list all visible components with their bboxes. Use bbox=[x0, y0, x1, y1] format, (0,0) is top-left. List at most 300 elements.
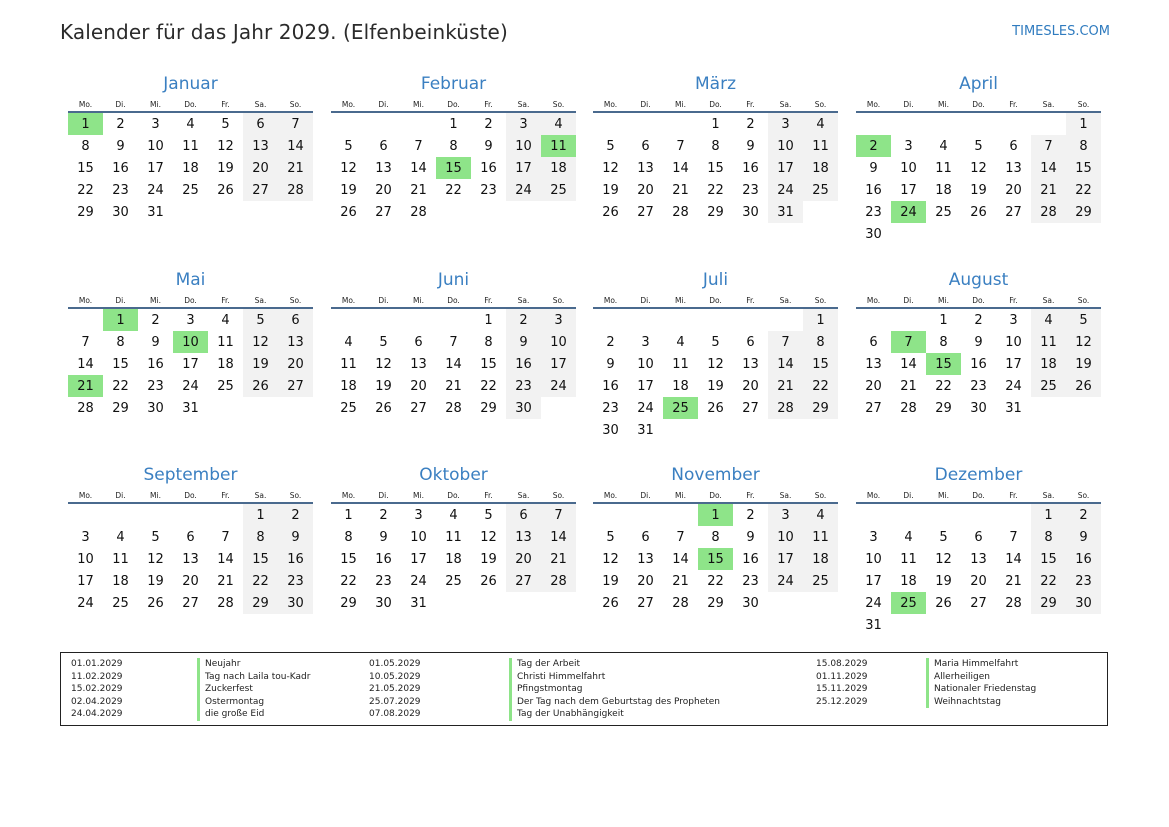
day-cell: 2 bbox=[974, 312, 983, 328]
weekday-header: Di. bbox=[891, 294, 926, 308]
day-cell: 10 bbox=[77, 551, 94, 567]
day-cell: 22 bbox=[77, 182, 94, 198]
day-cell: 22 bbox=[112, 378, 129, 394]
legend-row bbox=[816, 696, 1169, 709]
month-märz bbox=[593, 74, 838, 223]
day-cell: 5 bbox=[221, 116, 230, 132]
day-cell: 24 bbox=[541, 375, 576, 397]
day-cell: 5 bbox=[939, 529, 948, 545]
day-cell: 22 bbox=[445, 182, 462, 198]
day-cell: 1 bbox=[1066, 112, 1101, 135]
day-cell: 24 bbox=[768, 179, 803, 201]
day-cell: 13 bbox=[243, 135, 278, 157]
day-cell: 30 bbox=[506, 397, 541, 419]
week-row bbox=[856, 614, 1101, 636]
week-row bbox=[856, 548, 1101, 570]
empty-cell bbox=[663, 112, 698, 135]
day-cell: 4 bbox=[904, 529, 913, 545]
day-cell: 8 bbox=[1031, 526, 1066, 548]
day-cell: 6 bbox=[243, 112, 278, 135]
weekday-header: Di. bbox=[103, 98, 138, 112]
day-cell: 21 bbox=[672, 573, 689, 589]
week-row bbox=[593, 570, 838, 592]
day-cell: 6 bbox=[974, 529, 983, 545]
day-cell: 25 bbox=[445, 573, 462, 589]
empty-cell bbox=[1066, 614, 1101, 636]
month-title: November bbox=[671, 465, 760, 485]
day-cell: 17 bbox=[900, 182, 917, 198]
day-cell: 5 bbox=[606, 138, 615, 154]
day-cell: 20 bbox=[637, 182, 654, 198]
legend-row bbox=[369, 683, 789, 696]
day-cell: 29 bbox=[707, 204, 724, 220]
month-table bbox=[856, 489, 1101, 636]
month-november bbox=[593, 465, 838, 614]
month-september bbox=[68, 465, 313, 614]
month-oktober bbox=[331, 465, 576, 614]
holiday-name: Ostermontag bbox=[197, 696, 264, 709]
day-cell: 30 bbox=[147, 400, 164, 416]
day-cell: 23 bbox=[506, 375, 541, 397]
empty-cell bbox=[856, 308, 891, 331]
day-cell: 16 bbox=[278, 548, 313, 570]
day-cell: 2 bbox=[1066, 503, 1101, 526]
day-cell: 31 bbox=[1005, 400, 1022, 416]
day-cell: 1 bbox=[711, 116, 720, 132]
week-row bbox=[593, 548, 838, 570]
day-cell: 23 bbox=[375, 573, 392, 589]
month-juni bbox=[331, 270, 576, 419]
day-cell: 15 bbox=[340, 551, 357, 567]
weekday-header: Mo. bbox=[593, 294, 628, 308]
empty-cell bbox=[926, 503, 961, 526]
day-cell: 16 bbox=[375, 551, 392, 567]
empty-cell bbox=[243, 201, 278, 223]
empty-cell bbox=[103, 503, 138, 526]
day-cell: 23 bbox=[970, 378, 987, 394]
day-cell: 7 bbox=[676, 529, 685, 545]
week-row bbox=[331, 308, 576, 331]
empty-cell bbox=[366, 112, 401, 135]
weekday-header: Di. bbox=[628, 98, 663, 112]
holiday-date: 24.04.2029 bbox=[71, 709, 123, 719]
week-row bbox=[593, 112, 838, 135]
day-cell: 27 bbox=[182, 595, 199, 611]
day-cell: 15 bbox=[480, 356, 497, 372]
holiday-date: 25.12.2029 bbox=[816, 696, 868, 707]
week-row bbox=[331, 157, 576, 179]
day-cell: 15 bbox=[77, 160, 94, 176]
week-row bbox=[68, 570, 313, 592]
empty-cell bbox=[856, 112, 891, 135]
day-cell: 28 bbox=[278, 179, 313, 201]
day-cell: 26 bbox=[602, 595, 619, 611]
empty-cell bbox=[1031, 397, 1066, 419]
day-cell: 18 bbox=[900, 573, 917, 589]
holiday-name: Allerheiligen bbox=[926, 671, 990, 684]
empty-cell bbox=[593, 503, 628, 526]
day-cell: 23 bbox=[112, 182, 129, 198]
brand-link[interactable]: TIMESLES.COM bbox=[1012, 24, 1110, 39]
day-cell: 14 bbox=[900, 356, 917, 372]
month-title: Mai bbox=[175, 270, 206, 290]
day-cell: 21 bbox=[278, 157, 313, 179]
day-cell: 7 bbox=[541, 503, 576, 526]
weekday-header: So. bbox=[1066, 294, 1101, 308]
weekday-header: Do. bbox=[961, 98, 996, 112]
week-row bbox=[856, 353, 1101, 375]
week-row bbox=[856, 375, 1101, 397]
day-cell: 4 bbox=[221, 312, 230, 328]
empty-cell bbox=[996, 503, 1031, 526]
weekday-header: Fr. bbox=[996, 489, 1031, 503]
empty-cell bbox=[996, 614, 1031, 636]
legend-row bbox=[369, 671, 789, 684]
day-cell: 17 bbox=[410, 551, 427, 567]
day-cell: 13 bbox=[637, 551, 654, 567]
day-cell: 14 bbox=[672, 160, 689, 176]
day-cell: 10 bbox=[768, 526, 803, 548]
day-cell: 13 bbox=[637, 160, 654, 176]
day-cell: 21 bbox=[672, 182, 689, 198]
day-cell: 7 bbox=[768, 331, 803, 353]
day-cell: 19 bbox=[340, 182, 357, 198]
week-row bbox=[856, 179, 1101, 201]
month-april bbox=[856, 74, 1101, 245]
day-cell: 30 bbox=[865, 226, 882, 242]
month-table bbox=[593, 294, 838, 441]
day-cell: 12 bbox=[1066, 331, 1101, 353]
week-row bbox=[331, 397, 576, 419]
empty-cell bbox=[471, 592, 506, 614]
month-title: Juli bbox=[702, 270, 729, 290]
empty-cell bbox=[541, 592, 576, 614]
weekday-header: Fr. bbox=[733, 489, 768, 503]
empty-cell bbox=[138, 503, 173, 526]
day-cell: 3 bbox=[541, 308, 576, 331]
holiday-date: 01.01.2029 bbox=[71, 659, 123, 669]
day-cell: 31 bbox=[637, 422, 654, 438]
day-cell: 12 bbox=[217, 138, 234, 154]
holiday-name: Der Tag nach dem Geburtstag des Propheten bbox=[509, 696, 720, 709]
day-cell: 14 bbox=[672, 551, 689, 567]
week-row bbox=[856, 223, 1101, 245]
day-cell: 27 bbox=[506, 570, 541, 592]
day-cell: 22 bbox=[480, 378, 497, 394]
day-cell: 25 bbox=[803, 570, 838, 592]
day-cell: 19 bbox=[935, 573, 952, 589]
weekday-header: Mo. bbox=[331, 98, 366, 112]
holiday-name: Maria Himmelfahrt bbox=[926, 658, 1018, 671]
empty-cell bbox=[803, 592, 838, 614]
day-cell: 16 bbox=[1066, 548, 1101, 570]
day-cell: 24 bbox=[506, 179, 541, 201]
day-cell: 12 bbox=[602, 551, 619, 567]
day-cell: 8 bbox=[81, 138, 90, 154]
week-row bbox=[331, 112, 576, 135]
holiday-day-cell: 25 bbox=[663, 397, 698, 419]
month-januar bbox=[68, 74, 313, 223]
empty-cell bbox=[1031, 223, 1066, 245]
week-row bbox=[593, 419, 838, 441]
day-cell: 14 bbox=[77, 356, 94, 372]
weekday-header: Mo. bbox=[68, 98, 103, 112]
day-cell: 25 bbox=[112, 595, 129, 611]
day-cell: 5 bbox=[606, 529, 615, 545]
weekday-header: Fr. bbox=[471, 98, 506, 112]
day-cell: 10 bbox=[410, 529, 427, 545]
day-cell: 30 bbox=[278, 592, 313, 614]
legend-row bbox=[816, 658, 1169, 671]
day-cell: 13 bbox=[970, 551, 987, 567]
day-cell: 4 bbox=[939, 138, 948, 154]
day-cell: 13 bbox=[742, 356, 759, 372]
week-row bbox=[68, 375, 313, 397]
day-cell: 8 bbox=[344, 529, 353, 545]
month-table bbox=[68, 98, 313, 223]
empty-cell bbox=[1031, 112, 1066, 135]
day-cell: 10 bbox=[506, 135, 541, 157]
empty-cell bbox=[891, 614, 926, 636]
day-cell: 3 bbox=[869, 529, 878, 545]
day-cell: 29 bbox=[77, 204, 94, 220]
weekday-header: Mi. bbox=[138, 98, 173, 112]
empty-cell bbox=[401, 308, 436, 331]
month-title: Oktober bbox=[419, 465, 488, 485]
day-cell: 12 bbox=[243, 331, 278, 353]
day-cell: 15 bbox=[1066, 157, 1101, 179]
day-cell: 16 bbox=[742, 160, 759, 176]
day-cell: 13 bbox=[865, 356, 882, 372]
day-cell: 1 bbox=[803, 308, 838, 331]
day-cell: 22 bbox=[1066, 179, 1101, 201]
day-cell: 16 bbox=[602, 378, 619, 394]
day-cell: 6 bbox=[186, 529, 195, 545]
month-title: März bbox=[695, 74, 736, 94]
weekday-header: Di. bbox=[891, 489, 926, 503]
day-cell: 11 bbox=[445, 529, 462, 545]
day-cell: 12 bbox=[970, 160, 987, 176]
week-row bbox=[593, 331, 838, 353]
empty-cell bbox=[208, 201, 243, 223]
day-cell: 5 bbox=[484, 507, 493, 523]
day-cell: 28 bbox=[900, 400, 917, 416]
day-cell: 10 bbox=[541, 331, 576, 353]
day-cell: 5 bbox=[1066, 308, 1101, 331]
empty-cell bbox=[961, 112, 996, 135]
empty-cell bbox=[68, 308, 103, 331]
holiday-date: 07.08.2029 bbox=[369, 709, 421, 719]
day-cell: 28 bbox=[1031, 201, 1066, 223]
day-cell: 14 bbox=[410, 160, 427, 176]
holiday-day-cell: 24 bbox=[891, 201, 926, 223]
empty-cell bbox=[628, 503, 663, 526]
day-cell: 2 bbox=[484, 116, 493, 132]
empty-cell bbox=[891, 308, 926, 331]
holiday-date: 15.08.2029 bbox=[816, 659, 868, 669]
weekday-header: Sa. bbox=[1031, 489, 1066, 503]
month-title: September bbox=[143, 465, 238, 485]
day-cell: 7 bbox=[1031, 135, 1066, 157]
weekday-header: Sa. bbox=[1031, 98, 1066, 112]
empty-cell bbox=[208, 397, 243, 419]
day-cell: 1 bbox=[939, 312, 948, 328]
day-cell: 26 bbox=[375, 400, 392, 416]
day-cell: 25 bbox=[182, 182, 199, 198]
weekday-header: Do. bbox=[961, 489, 996, 503]
day-cell: 17 bbox=[768, 157, 803, 179]
day-cell: 20 bbox=[1005, 182, 1022, 198]
day-cell: 8 bbox=[116, 334, 125, 350]
day-cell: 18 bbox=[803, 548, 838, 570]
weekday-header: Sa. bbox=[768, 294, 803, 308]
day-cell: 29 bbox=[340, 595, 357, 611]
holiday-day-cell: 7 bbox=[891, 331, 926, 353]
weekday-header: Mi. bbox=[401, 294, 436, 308]
day-cell: 6 bbox=[746, 334, 755, 350]
empty-cell bbox=[593, 112, 628, 135]
empty-cell bbox=[891, 223, 926, 245]
weekday-header: Di. bbox=[628, 294, 663, 308]
day-cell: 20 bbox=[506, 548, 541, 570]
legend-column bbox=[369, 658, 789, 721]
empty-cell bbox=[541, 397, 576, 419]
weekday-header: So. bbox=[803, 489, 838, 503]
day-cell: 18 bbox=[445, 551, 462, 567]
weekday-header: Fr. bbox=[208, 294, 243, 308]
weekday-header: Mo. bbox=[856, 489, 891, 503]
day-cell: 17 bbox=[77, 573, 94, 589]
day-cell: 31 bbox=[410, 595, 427, 611]
weekday-header: Mi. bbox=[926, 489, 961, 503]
day-cell: 5 bbox=[379, 334, 388, 350]
week-row bbox=[331, 353, 576, 375]
weekday-header: Do. bbox=[698, 489, 733, 503]
day-cell: 10 bbox=[637, 356, 654, 372]
day-cell: 16 bbox=[742, 551, 759, 567]
day-cell: 3 bbox=[904, 138, 913, 154]
empty-cell bbox=[208, 503, 243, 526]
day-cell: 18 bbox=[112, 573, 129, 589]
weekday-header: Mo. bbox=[856, 98, 891, 112]
day-cell: 5 bbox=[974, 138, 983, 154]
day-cell: 28 bbox=[768, 397, 803, 419]
week-row bbox=[593, 353, 838, 375]
day-cell: 8 bbox=[803, 331, 838, 353]
week-row bbox=[593, 201, 838, 223]
holiday-day-cell: 15 bbox=[436, 157, 471, 179]
day-cell: 19 bbox=[480, 551, 497, 567]
day-cell: 12 bbox=[375, 356, 392, 372]
day-cell: 13 bbox=[375, 160, 392, 176]
day-cell: 21 bbox=[217, 573, 234, 589]
day-cell: 18 bbox=[803, 157, 838, 179]
weekday-header: Mo. bbox=[593, 489, 628, 503]
day-cell: 13 bbox=[1005, 160, 1022, 176]
day-cell: 8 bbox=[449, 138, 458, 154]
week-row bbox=[331, 526, 576, 548]
day-cell: 11 bbox=[803, 135, 838, 157]
holiday-date: 25.07.2029 bbox=[369, 696, 421, 707]
weekday-header: Do. bbox=[436, 489, 471, 503]
empty-cell bbox=[926, 614, 961, 636]
day-cell: 30 bbox=[742, 204, 759, 220]
week-row bbox=[856, 201, 1101, 223]
day-cell: 23 bbox=[742, 182, 759, 198]
week-row bbox=[331, 503, 576, 526]
day-cell: 4 bbox=[186, 116, 195, 132]
day-cell: 24 bbox=[147, 182, 164, 198]
day-cell: 25 bbox=[541, 179, 576, 201]
week-row bbox=[68, 353, 313, 375]
week-row bbox=[856, 135, 1101, 157]
day-cell: 22 bbox=[1031, 570, 1066, 592]
day-cell: 8 bbox=[939, 334, 948, 350]
day-cell: 24 bbox=[77, 595, 94, 611]
day-cell: 23 bbox=[278, 570, 313, 592]
day-cell: 20 bbox=[865, 378, 882, 394]
day-cell: 12 bbox=[707, 356, 724, 372]
day-cell: 2 bbox=[116, 116, 125, 132]
day-cell: 6 bbox=[641, 138, 650, 154]
day-cell: 27 bbox=[637, 204, 654, 220]
day-cell: 26 bbox=[1066, 375, 1101, 397]
day-cell: 15 bbox=[803, 353, 838, 375]
day-cell: 27 bbox=[970, 595, 987, 611]
day-cell: 24 bbox=[1005, 378, 1022, 394]
day-cell: 18 bbox=[340, 378, 357, 394]
day-cell: 21 bbox=[900, 378, 917, 394]
legend-row bbox=[369, 708, 789, 721]
empty-cell bbox=[663, 419, 698, 441]
day-cell: 29 bbox=[1031, 592, 1066, 614]
empty-cell bbox=[803, 419, 838, 441]
weekday-header: Di. bbox=[366, 98, 401, 112]
day-cell: 14 bbox=[217, 551, 234, 567]
day-cell: 26 bbox=[480, 573, 497, 589]
empty-cell bbox=[366, 308, 401, 331]
weekday-header: Mi. bbox=[663, 294, 698, 308]
day-cell: 17 bbox=[637, 378, 654, 394]
week-row bbox=[331, 375, 576, 397]
empty-cell bbox=[436, 592, 471, 614]
day-cell: 2 bbox=[506, 308, 541, 331]
weekday-header: Mi. bbox=[401, 98, 436, 112]
holiday-date: 01.05.2029 bbox=[369, 659, 421, 669]
empty-cell bbox=[331, 112, 366, 135]
week-row bbox=[856, 526, 1101, 548]
legend-column bbox=[816, 658, 1169, 708]
week-row bbox=[593, 375, 838, 397]
day-cell: 11 bbox=[935, 160, 952, 176]
day-cell: 7 bbox=[449, 334, 458, 350]
day-cell: 14 bbox=[1005, 551, 1022, 567]
weekday-header: Sa. bbox=[243, 489, 278, 503]
day-cell: 29 bbox=[707, 595, 724, 611]
week-row bbox=[68, 157, 313, 179]
day-cell: 6 bbox=[379, 138, 388, 154]
holiday-name: Tag der Arbeit bbox=[509, 658, 580, 671]
day-cell: 18 bbox=[217, 356, 234, 372]
holiday-name: Tag nach Laila tou-Kadr bbox=[197, 671, 310, 684]
holiday-day-cell: 1 bbox=[698, 503, 733, 526]
empty-cell bbox=[471, 201, 506, 223]
day-cell: 29 bbox=[1066, 201, 1101, 223]
weekday-header: Mo. bbox=[331, 489, 366, 503]
weekday-header: Sa. bbox=[768, 489, 803, 503]
day-cell: 7 bbox=[1009, 529, 1018, 545]
day-cell: 25 bbox=[340, 400, 357, 416]
